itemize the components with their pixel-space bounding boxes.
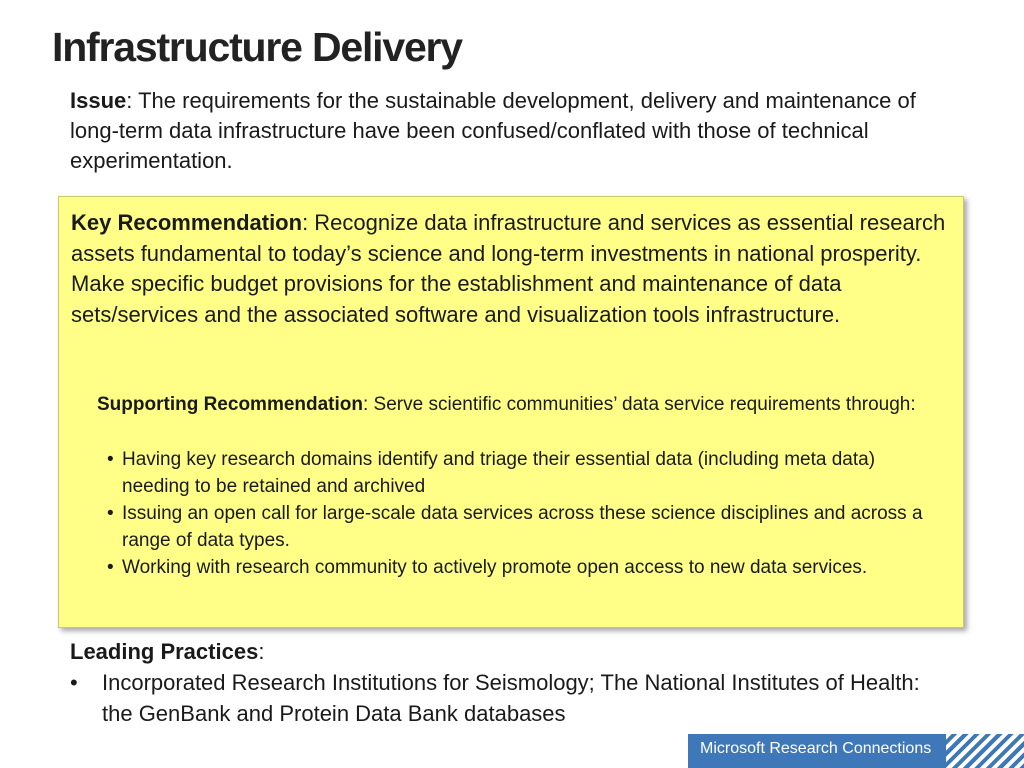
list-item bbox=[107, 554, 927, 581]
leading-practices-label: Leading Practices bbox=[70, 639, 259, 664]
leading-practices-list bbox=[70, 667, 950, 729]
slide-title: Infrastructure Delivery bbox=[52, 24, 462, 70]
list-item-text: Working with research community to actively promote open access to new data services. bbox=[122, 557, 868, 578]
issue-text: : The requirements for the sustainable development, delivery and maintenance of long-term data infrastructure have been confused/conflated with those of technical experimentation. bbox=[70, 88, 916, 173]
footer-brand-text: Microsoft Research Connections bbox=[700, 740, 932, 757]
bullet-icon: • bbox=[107, 503, 114, 524]
key-recommendation-callout bbox=[58, 196, 964, 628]
list-item bbox=[107, 500, 927, 554]
bullet-icon: • bbox=[107, 449, 114, 470]
list-item bbox=[70, 667, 950, 729]
list-item-text: Issuing an open call for large-scale data services across these science disciplines and across a range of data types. bbox=[122, 503, 923, 551]
issue-label: Issue bbox=[70, 88, 127, 113]
list-item-text: Having key research domains identify and triage their essential data (including meta data) needing to be retained and archived bbox=[122, 449, 876, 497]
footer-brand-bar bbox=[688, 734, 1024, 768]
leading-practices-heading bbox=[70, 636, 950, 667]
stripes-logo-icon bbox=[946, 734, 1024, 768]
supporting-recommendation-label: Supporting Recommendation bbox=[97, 394, 363, 415]
list-item-text: Incorporated Research Institutions for Seismology; The National Institutes of Health: the GenBank and Protein Data Bank databases bbox=[102, 670, 920, 726]
key-recommendation-paragraph bbox=[71, 208, 951, 330]
list-item bbox=[107, 446, 927, 500]
key-recommendation-label: Key Recommendation bbox=[71, 210, 303, 235]
supporting-recommendation-list bbox=[107, 446, 927, 581]
issue-paragraph bbox=[70, 86, 950, 176]
key-recommendation-text: : Recognize data infrastructure and services as essential research assets fundamental to today’s science and long-term investments in national prosperity. Make specific budget provisions for the establishment and maintenance of data sets/services and the associated software and visualization tools infrastructure. bbox=[71, 210, 946, 327]
bullet-icon: • bbox=[70, 670, 78, 695]
bullet-icon: • bbox=[107, 557, 114, 578]
supporting-recommendation-text: : Serve scientific communities’ data service requirements through: bbox=[363, 394, 916, 415]
supporting-recommendation-paragraph bbox=[97, 391, 937, 418]
leading-practices-colon: : bbox=[258, 639, 265, 664]
